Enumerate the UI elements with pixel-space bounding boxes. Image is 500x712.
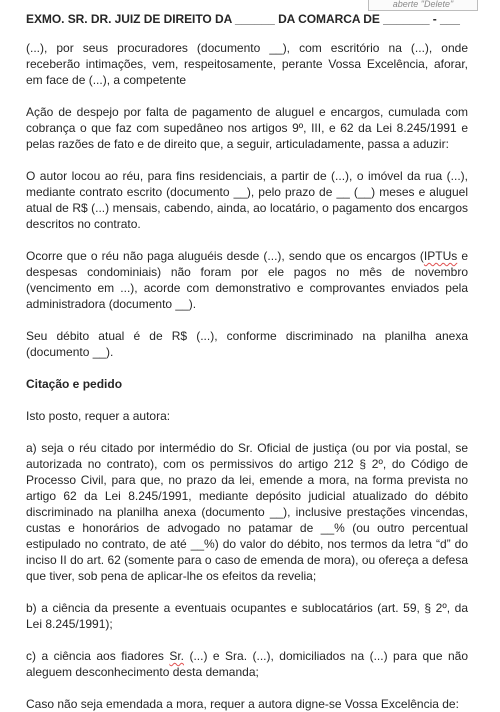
section-title: Citação e pedido <box>26 377 123 391</box>
paragraph-closing: Caso não seja emendada a mora, requer a autora digne-se Vossa Excelência de: <box>26 697 459 711</box>
paragraph-text: Ocorre que o réu não paga aluguéis desde (...), sendo que os encargos ( <box>26 249 424 263</box>
paragraph-parties: (...), por seus procuradores (documento __), com escritório na (...), onde receberão intimações, vem, respeitosamente, perante Vossa Excelência, aforar, em face de (...), a competente <box>26 41 468 87</box>
paragraph-text: e despesas condominiais) não foram por ele pagos no mês de novembro (vencimento em ...), acorde com demonstrativo e comprovantes enviados pela administradora (documento __). <box>26 249 468 311</box>
paragraph-request-intro: Isto posto, requer a autora: <box>26 409 171 423</box>
paragraph-request-b: b) a ciência da presente a eventuais ocupantes e sublocatários (art. 59, § 2º, da Lei 8.245/1991); <box>26 601 468 631</box>
paragraph-request-a: a) seja o réu citado por intermédio do Sr. Oficial de justiça (ou por via postal, se autorizada no contrato), com os permissivos do artigo 212 § 2º, do Código de Processo Civil, para que, no prazo da lei, emende a mora, na forma prevista no artigo 62 da Lei 8.245/1991, mediante depósito judicial atualizado do débito discriminado na planilha anexa (documento __), inclusive prestações vincendas, custas e honorários de advogado no patamar de __% (ou outro percentual estipulado no contrato, de até __%) do valor do débito, nos termos da letra “d” do inciso II do art. 62 (somente para o caso de emenda de mora), ou ofereça a defesa que tiver, sob pena de aplicar-lhe os efeitos da revelia; <box>26 441 468 583</box>
paragraph-lease-facts: O autor locou ao réu, para fins residenciais, a partir de (...), o imóvel da rua (...), mediante contrato escrito (documento __), pelo prazo de __ (__) meses e aluguel atual de R$ (...) mensais, cabendo, ainda, ao locatário, o pagamento dos encargos descritos no contrato. <box>26 169 468 231</box>
paragraph-action: Ação de despejo por falta de pagamento de aluguel e encargos, cumulada com cobrança o que faz com supedâneo nos artigos 9º, III, e 62 da Lei 8.245/1991 e pelas razões de fato e de direito que, a seguir, articuladamente, passa a aduzir: <box>26 105 468 151</box>
paragraph-text: (...) e Sra. (...), domiciliados na (...) para que não aleguem desconhecimento desta demanda; <box>26 649 468 679</box>
spellcheck-marked-word[interactable]: Sr. <box>169 649 185 663</box>
paragraph-default <box>26 248 468 312</box>
paragraph-text: c) a ciência aos fiadores <box>26 649 170 663</box>
paragraph-request-c <box>26 648 468 680</box>
paragraph-debt: Seu débito atual é de R$ (...), conforme discriminado na planilha anexa (documento __). <box>26 329 468 359</box>
document-heading: EXMO. SR. DR. JUIZ DE DIREITO DA ______ DA COMARCA DE _______ - ___ <box>26 12 460 26</box>
document-body <box>26 12 468 712</box>
spellcheck-marked-word[interactable]: IPTUs <box>423 249 458 263</box>
delete-hint-tab: aberte "Delete" <box>368 0 478 11</box>
